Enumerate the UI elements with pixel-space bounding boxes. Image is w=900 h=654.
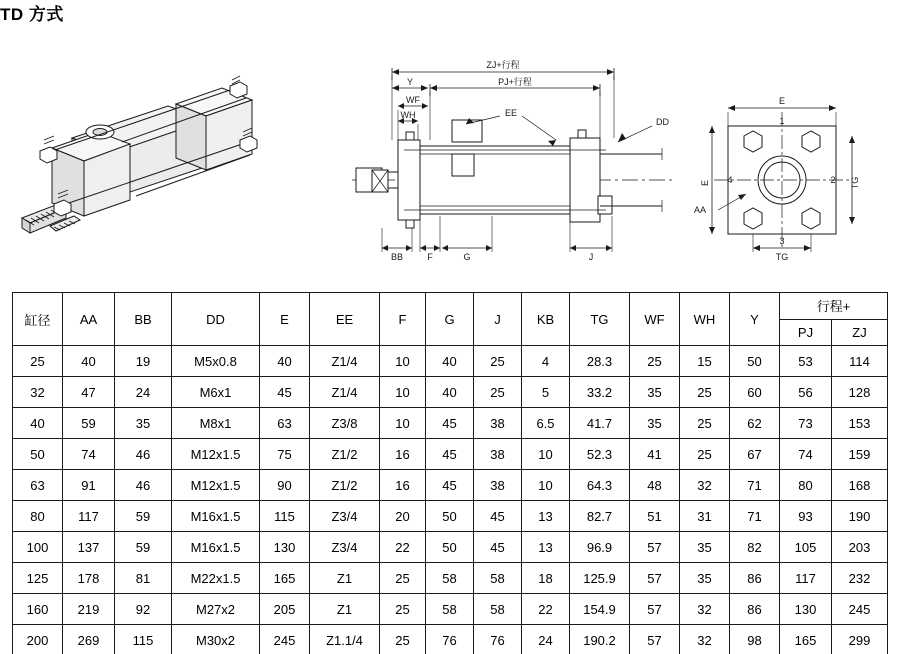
- cell-g: 40: [426, 377, 474, 408]
- table-row: [13, 625, 888, 654]
- table-row: [13, 532, 888, 563]
- cell-dd: M8x1: [172, 408, 260, 439]
- specification-table: [12, 292, 888, 654]
- cell-dd: M5x0.8: [172, 346, 260, 377]
- cell-y: 71: [730, 501, 780, 532]
- label-number-4: 4: [727, 175, 733, 185]
- cell-pj: 117: [780, 563, 832, 594]
- cell-y: 50: [730, 346, 780, 377]
- cell-ee: Z3/4: [310, 501, 380, 532]
- cell-bb: 59: [115, 501, 172, 532]
- cell-y: 86: [730, 563, 780, 594]
- cell-wf: 35: [630, 408, 680, 439]
- cell-wh: 31: [680, 501, 730, 532]
- cell-kb: 24: [522, 625, 570, 654]
- cell-dd: M22x1.5: [172, 563, 260, 594]
- cell-bore: 40: [13, 408, 63, 439]
- cell-ee: Z1/4: [310, 377, 380, 408]
- label-e-side: E: [700, 179, 710, 187]
- cell-wf: 57: [630, 532, 680, 563]
- cell-e: 205: [260, 594, 310, 625]
- cell-tg: 33.2: [570, 377, 630, 408]
- cell-zj: 203: [832, 532, 888, 563]
- cell-pj: 80: [780, 470, 832, 501]
- table-body: [13, 346, 888, 654]
- cell-pj: 73: [780, 408, 832, 439]
- cell-tg: 41.7: [570, 408, 630, 439]
- col-header-ee: EE: [310, 293, 380, 346]
- cell-pj: 130: [780, 594, 832, 625]
- cell-e: 40: [260, 346, 310, 377]
- cell-dd: M16x1.5: [172, 501, 260, 532]
- cell-g: 58: [426, 563, 474, 594]
- cell-g: 40: [426, 346, 474, 377]
- cell-tg: 52.3: [570, 439, 630, 470]
- section-view-drawing: [352, 68, 672, 252]
- cell-wh: 32: [680, 594, 730, 625]
- label-f: F: [427, 252, 433, 262]
- col-header-kb: KB: [522, 293, 570, 346]
- table-row: [13, 470, 888, 501]
- cell-j: 25: [474, 346, 522, 377]
- cell-ee: Z3/4: [310, 532, 380, 563]
- cell-zj: 128: [832, 377, 888, 408]
- cell-wf: 35: [630, 377, 680, 408]
- cell-y: 82: [730, 532, 780, 563]
- table-head: [13, 293, 888, 346]
- cell-j: 45: [474, 501, 522, 532]
- cell-zj: 153: [832, 408, 888, 439]
- cell-bore: 63: [13, 470, 63, 501]
- cell-wh: 32: [680, 470, 730, 501]
- col-header-group-stroke: 行程+: [780, 293, 888, 320]
- cell-zj: 159: [832, 439, 888, 470]
- cell-bb: 81: [115, 563, 172, 594]
- cell-g: 58: [426, 594, 474, 625]
- label-ee: EE: [505, 108, 518, 118]
- col-header-j: J: [474, 293, 522, 346]
- col-header-g: G: [426, 293, 474, 346]
- cell-zj: 114: [832, 346, 888, 377]
- cell-zj: 232: [832, 563, 888, 594]
- cell-f: 10: [380, 377, 426, 408]
- cell-zj: 168: [832, 470, 888, 501]
- cell-wf: 57: [630, 563, 680, 594]
- cell-wf: 25: [630, 346, 680, 377]
- cell-f: 25: [380, 625, 426, 654]
- cell-aa: 91: [63, 470, 115, 501]
- label-tg-right: TG: [850, 176, 860, 190]
- label-dd: DD: [656, 117, 669, 127]
- cell-wh: 35: [680, 563, 730, 594]
- cell-aa: 219: [63, 594, 115, 625]
- cell-y: 60: [730, 377, 780, 408]
- label-pj-stroke: PJ+行程: [498, 77, 532, 87]
- cell-j: 38: [474, 408, 522, 439]
- cell-aa: 74: [63, 439, 115, 470]
- cell-bb: 46: [115, 439, 172, 470]
- cell-tg: 125.9: [570, 563, 630, 594]
- cell-wf: 51: [630, 501, 680, 532]
- cell-kb: 13: [522, 501, 570, 532]
- cell-aa: 40: [63, 346, 115, 377]
- cell-bore: 50: [13, 439, 63, 470]
- table-row: [13, 346, 888, 377]
- cell-tg: 82.7: [570, 501, 630, 532]
- cell-g: 76: [426, 625, 474, 654]
- cell-kb: 22: [522, 594, 570, 625]
- cell-e: 130: [260, 532, 310, 563]
- spec-table-wrapper: [12, 292, 888, 654]
- cell-pj: 93: [780, 501, 832, 532]
- cell-f: 10: [380, 346, 426, 377]
- cell-wh: 25: [680, 439, 730, 470]
- cell-f: 25: [380, 594, 426, 625]
- cell-j: 58: [474, 594, 522, 625]
- col-header-bb: BB: [115, 293, 172, 346]
- cell-wf: 41: [630, 439, 680, 470]
- cell-kb: 6.5: [522, 408, 570, 439]
- table-row: [13, 439, 888, 470]
- label-g: G: [463, 252, 471, 262]
- cell-bore: 80: [13, 501, 63, 532]
- table-row: [13, 377, 888, 408]
- cell-kb: 10: [522, 470, 570, 501]
- cell-pj: 53: [780, 346, 832, 377]
- cell-wh: 25: [680, 377, 730, 408]
- cell-g: 50: [426, 501, 474, 532]
- table-row: [13, 594, 888, 625]
- col-header-wh: WH: [680, 293, 730, 346]
- cell-f: 10: [380, 408, 426, 439]
- cell-dd: M27x2: [172, 594, 260, 625]
- col-header-aa: AA: [63, 293, 115, 346]
- cell-aa: 59: [63, 408, 115, 439]
- table-row: [13, 408, 888, 439]
- label-number-1: 1: [779, 116, 785, 126]
- label-number-2: 2: [830, 175, 836, 185]
- cell-kb: 10: [522, 439, 570, 470]
- cell-f: 20: [380, 501, 426, 532]
- cell-zj: 190: [832, 501, 888, 532]
- cell-wh: 32: [680, 625, 730, 654]
- cell-pj: 74: [780, 439, 832, 470]
- label-zj-stroke: ZJ+行程: [486, 60, 520, 70]
- cell-ee: Z1/2: [310, 439, 380, 470]
- cell-dd: M6x1: [172, 377, 260, 408]
- cell-f: 22: [380, 532, 426, 563]
- col-header-y: Y: [730, 293, 780, 346]
- label-tg-bottom: TG: [775, 252, 789, 262]
- cell-j: 38: [474, 470, 522, 501]
- cell-f: 25: [380, 563, 426, 594]
- cell-e: 45: [260, 377, 310, 408]
- cell-bb: 92: [115, 594, 172, 625]
- label-j: J: [588, 252, 594, 262]
- table-row: [13, 501, 888, 532]
- col-header-wf: WF: [630, 293, 680, 346]
- cell-tg: 190.2: [570, 625, 630, 654]
- cell-aa: 178: [63, 563, 115, 594]
- cell-bore: 160: [13, 594, 63, 625]
- cell-g: 50: [426, 532, 474, 563]
- label-e-top: E: [778, 96, 786, 106]
- cell-e: 115: [260, 501, 310, 532]
- cell-aa: 47: [63, 377, 115, 408]
- cell-kb: 13: [522, 532, 570, 563]
- cell-bb: 24: [115, 377, 172, 408]
- cell-y: 98: [730, 625, 780, 654]
- cell-j: 38: [474, 439, 522, 470]
- cell-kb: 4: [522, 346, 570, 377]
- cell-zj: 245: [832, 594, 888, 625]
- cell-e: 165: [260, 563, 310, 594]
- cell-dd: M12x1.5: [172, 439, 260, 470]
- cell-pj: 56: [780, 377, 832, 408]
- cell-e: 90: [260, 470, 310, 501]
- cell-kb: 5: [522, 377, 570, 408]
- cell-bb: 35: [115, 408, 172, 439]
- cell-j: 25: [474, 377, 522, 408]
- cell-y: 67: [730, 439, 780, 470]
- cell-bb: 19: [115, 346, 172, 377]
- cell-ee: Z1.1/4: [310, 625, 380, 654]
- cell-ee: Z1: [310, 563, 380, 594]
- cell-wf: 57: [630, 594, 680, 625]
- cell-j: 45: [474, 532, 522, 563]
- label-wh: WH: [400, 110, 416, 120]
- cell-aa: 137: [63, 532, 115, 563]
- isometric-cylinder-drawing: [22, 76, 257, 233]
- cell-j: 76: [474, 625, 522, 654]
- cell-bore: 200: [13, 625, 63, 654]
- cell-g: 45: [426, 408, 474, 439]
- cell-pj: 105: [780, 532, 832, 563]
- cell-ee: Z3/8: [310, 408, 380, 439]
- col-header-tg: TG: [570, 293, 630, 346]
- cell-aa: 117: [63, 501, 115, 532]
- cell-tg: 28.3: [570, 346, 630, 377]
- cell-g: 45: [426, 439, 474, 470]
- label-bb: BB: [390, 252, 404, 262]
- col-header-dd: DD: [172, 293, 260, 346]
- label-y: Y: [406, 77, 414, 87]
- cell-bb: 46: [115, 470, 172, 501]
- cell-pj: 165: [780, 625, 832, 654]
- col-header-bore: 缸径: [13, 293, 63, 346]
- cell-e: 245: [260, 625, 310, 654]
- cell-tg: 154.9: [570, 594, 630, 625]
- cell-aa: 269: [63, 625, 115, 654]
- cell-kb: 18: [522, 563, 570, 594]
- cell-dd: M30x2: [172, 625, 260, 654]
- cell-e: 75: [260, 439, 310, 470]
- cell-j: 58: [474, 563, 522, 594]
- cell-ee: Z1/4: [310, 346, 380, 377]
- cell-dd: M12x1.5: [172, 470, 260, 501]
- cell-y: 62: [730, 408, 780, 439]
- cell-bore: 32: [13, 377, 63, 408]
- cell-bb: 115: [115, 625, 172, 654]
- label-wf: WF: [406, 95, 420, 105]
- cell-f: 16: [380, 470, 426, 501]
- page-title: TD 方式: [0, 5, 64, 24]
- cell-tg: 96.9: [570, 532, 630, 563]
- table-row: [13, 563, 888, 594]
- table-header-row-1: [13, 293, 888, 320]
- cell-bb: 59: [115, 532, 172, 563]
- col-header-pj: PJ: [780, 319, 832, 346]
- cell-dd: M16x1.5: [172, 532, 260, 563]
- label-number-3: 3: [779, 236, 785, 246]
- col-header-e: E: [260, 293, 310, 346]
- cell-wf: 57: [630, 625, 680, 654]
- cell-wf: 48: [630, 470, 680, 501]
- col-header-zj: ZJ: [832, 319, 888, 346]
- cell-ee: Z1/2: [310, 470, 380, 501]
- cell-ee: Z1: [310, 594, 380, 625]
- cell-wh: 15: [680, 346, 730, 377]
- cell-bore: 100: [13, 532, 63, 563]
- cell-bore: 25: [13, 346, 63, 377]
- col-header-f: F: [380, 293, 426, 346]
- cylinder-drawings-svg: [0, 20, 900, 280]
- label-aa: AA: [693, 205, 707, 215]
- cell-wh: 35: [680, 532, 730, 563]
- cell-tg: 64.3: [570, 470, 630, 501]
- cell-y: 71: [730, 470, 780, 501]
- drawings-area: [0, 20, 900, 280]
- cell-bore: 125: [13, 563, 63, 594]
- cell-g: 45: [426, 470, 474, 501]
- cell-e: 63: [260, 408, 310, 439]
- cell-wh: 25: [680, 408, 730, 439]
- cell-zj: 299: [832, 625, 888, 654]
- cell-y: 86: [730, 594, 780, 625]
- cell-f: 16: [380, 439, 426, 470]
